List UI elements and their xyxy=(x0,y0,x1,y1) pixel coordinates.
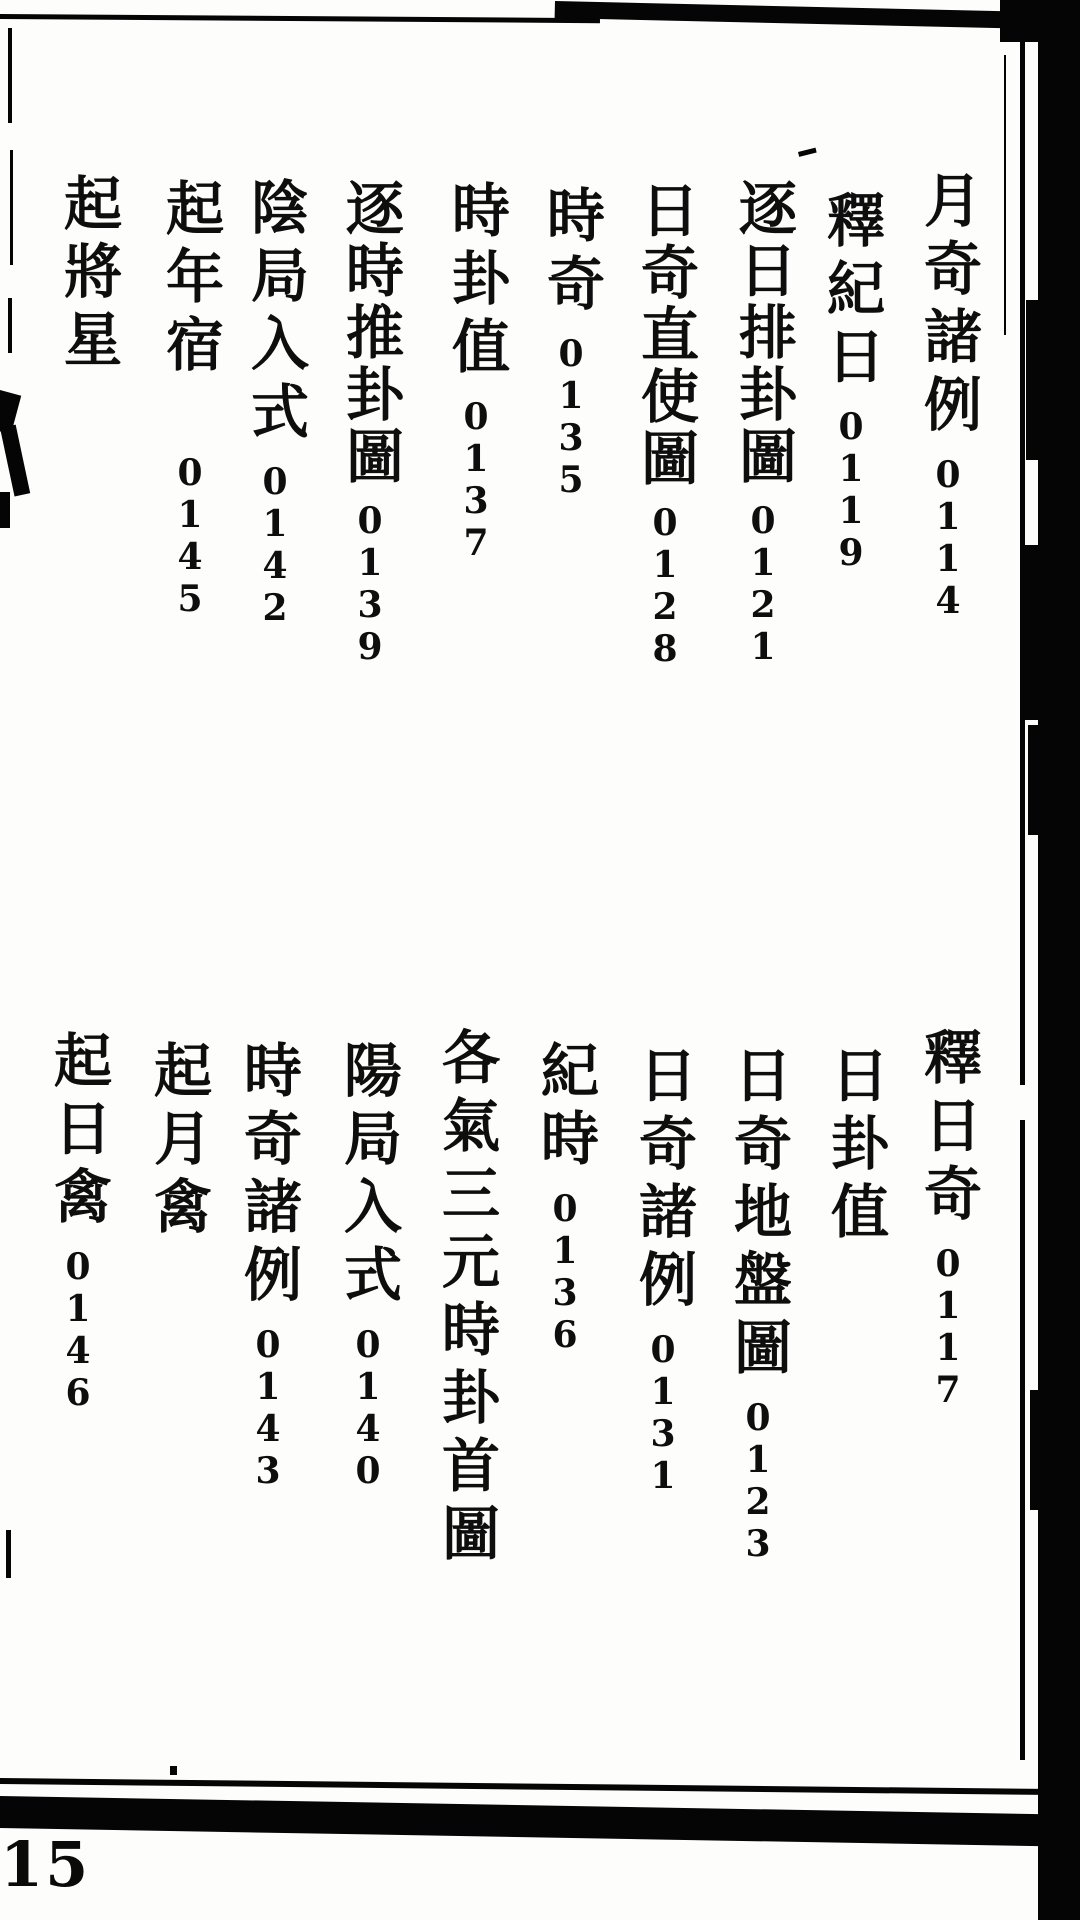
toc-entry xyxy=(44,1030,120,1414)
toc-entry-title: 起月禽 xyxy=(144,1040,212,1244)
toc-entry xyxy=(336,178,412,668)
toc-entry-page-number: 0121 xyxy=(742,500,784,668)
toc-entry-title: 日卦值 xyxy=(821,1045,889,1249)
toc-entry-page-number: 0128 xyxy=(644,502,686,670)
toc-entry-title: 逐日排卦圖 xyxy=(729,178,797,488)
toc-entry-title: 起將星 xyxy=(54,173,122,377)
toc-entry-page-number: 0136 xyxy=(544,1188,586,1356)
scan-right-edge-bar xyxy=(1038,0,1080,1920)
toc-entry-page-number: 0119 xyxy=(830,406,872,574)
scan-bottom-edge-bar xyxy=(0,1796,1080,1847)
toc-entry-title: 紀時 xyxy=(531,1040,599,1176)
page-frame-line-left-fragment xyxy=(8,28,12,123)
scan-right-edge-bump xyxy=(1028,725,1040,835)
page-frame-line-left-fragment xyxy=(10,150,13,265)
scan-speck xyxy=(170,1766,177,1775)
toc-entry-page-number: 0143 xyxy=(247,1324,289,1492)
toc-entry-title: 時奇諸例 xyxy=(234,1040,302,1312)
toc-entry xyxy=(724,1045,800,1565)
toc-entry-title: 日奇直使圖 xyxy=(631,180,699,490)
toc-entry xyxy=(821,1045,897,1261)
toc-entry xyxy=(442,180,518,564)
toc-entry xyxy=(914,1027,990,1411)
scan-left-edge-smudge xyxy=(6,1530,11,1578)
toc-entry xyxy=(234,1040,310,1492)
toc-entry xyxy=(334,1040,410,1492)
toc-entry-title: 日奇諸例 xyxy=(629,1045,697,1317)
toc-entry-title: 陰局入式 xyxy=(241,177,309,449)
toc-entry-title: 起日禽 xyxy=(44,1030,112,1234)
page-frame-line-left-fragment xyxy=(8,298,12,353)
scan-right-edge-bump xyxy=(1030,1390,1040,1510)
toc-entry-title: 月奇諸例 xyxy=(914,170,982,442)
toc-entry-page-number: 0123 xyxy=(737,1397,779,1565)
scan-left-edge-blob xyxy=(0,492,10,528)
toc-entry-page-number: 0114 xyxy=(927,454,969,622)
toc-entry xyxy=(241,177,317,629)
toc-entry-title: 各氣三元時卦首圖 xyxy=(432,1027,500,1571)
toc-entry xyxy=(631,180,707,670)
toc-entry xyxy=(432,1027,508,1583)
page-frame-line-right xyxy=(1020,1120,1025,1760)
toc-entry-page-number: 0137 xyxy=(455,396,497,564)
toc-entry-page-number: 0131 xyxy=(642,1329,684,1497)
toc-entry xyxy=(629,1045,705,1497)
toc-entry-page-number: 0139 xyxy=(349,500,391,668)
scan-bottom-edge-line xyxy=(0,1778,1080,1795)
scan-left-edge-blob xyxy=(0,425,30,497)
toc-entry-page-number: 0145 xyxy=(169,452,211,620)
toc-entry-page-number: 0117 xyxy=(927,1243,969,1411)
toc-entry-title: 釋日奇 xyxy=(914,1027,982,1231)
toc-entry-title: 陽局入式 xyxy=(334,1040,402,1312)
toc-entry xyxy=(144,1040,220,1256)
toc-entry-title: 逐時推卦圖 xyxy=(336,178,404,488)
toc-entry-title: 釋紀日 xyxy=(817,190,885,394)
page-frame-line-right-inner xyxy=(1004,55,1006,335)
scan-speck xyxy=(798,148,817,157)
toc-entry-title: 日奇地盤圖 xyxy=(724,1045,792,1385)
toc-entry xyxy=(54,173,130,389)
toc-entry xyxy=(914,170,990,622)
toc-entry-page-number: 0146 xyxy=(57,1246,99,1414)
toc-entry-title: 時卦值 xyxy=(442,180,510,384)
scan-top-edge-line xyxy=(0,14,600,23)
toc-entry-title: 時奇 xyxy=(537,185,605,321)
toc-entry-page-number: 0135 xyxy=(550,333,592,501)
scan-right-edge-bump xyxy=(1026,300,1040,460)
toc-entry xyxy=(531,1040,607,1356)
toc-entry xyxy=(156,178,232,620)
page-number: 15 xyxy=(0,1828,91,1901)
scan-top-edge-band xyxy=(555,1,1060,29)
toc-entry xyxy=(537,185,613,501)
toc-entry-title: 起年宿 xyxy=(156,178,224,382)
toc-entry-page-number: 0142 xyxy=(254,461,296,629)
page-frame-line-right xyxy=(1020,25,1025,1085)
toc-entry xyxy=(817,190,893,574)
toc-entry-page-number: 0140 xyxy=(347,1324,389,1492)
toc-entry xyxy=(729,178,805,668)
